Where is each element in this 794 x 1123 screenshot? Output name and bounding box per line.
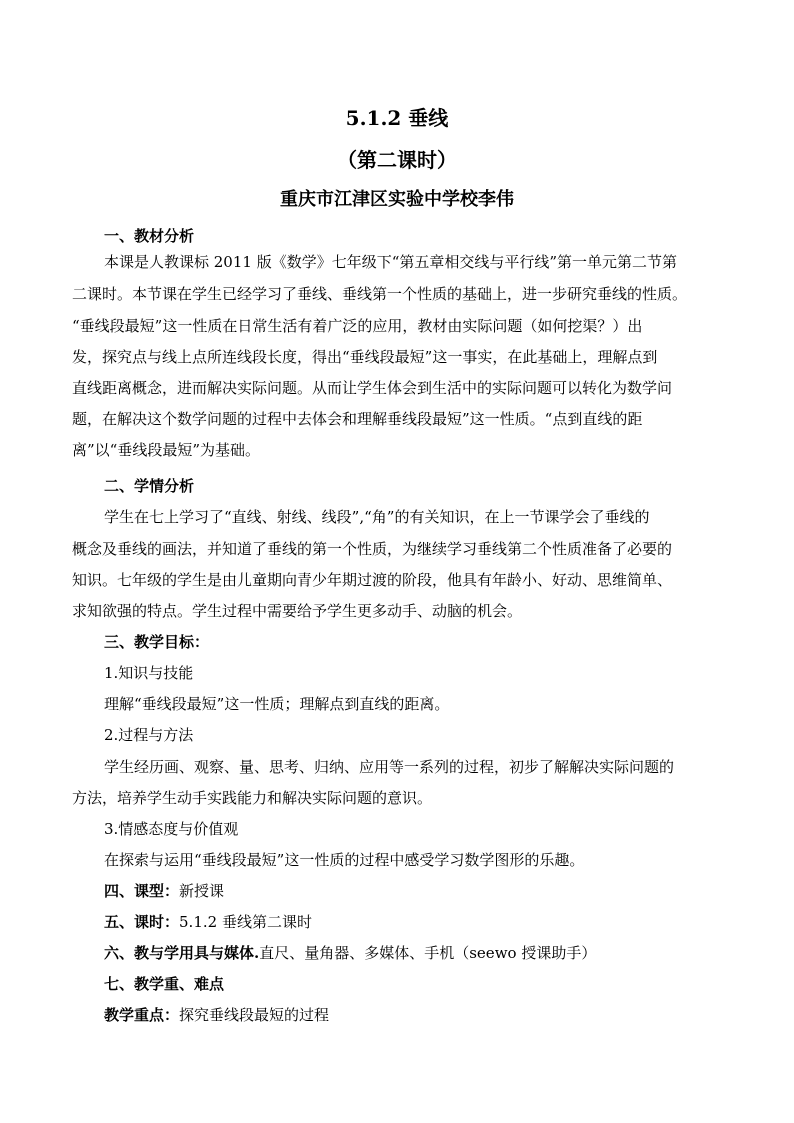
teaching-focus-row (104, 1004, 764, 1026)
lesson-period-label: 五、课时： (104, 913, 180, 931)
teaching-focus-label: 教学重点： (104, 1006, 180, 1024)
paragraph-line: 直线距离概念，进而解决实际问题。从而让学生体会到生活中的实际问题可以转化为数学问 (72, 379, 673, 397)
paragraph-line: 离”以“垂线段最短”为基础。 (72, 441, 261, 459)
teaching-tools-label: 六、教与学用具与媒体. (104, 944, 260, 962)
goal-3-text: 在探索与运用“垂线段最短”这一性质的过程中感受学习数学图形的乐趣。 (104, 851, 585, 869)
lesson-type-row (104, 880, 764, 902)
paragraph-line: 本课是人教课标 2011 版《数学》七年级下“第五章相交线与平行线”第一单元第二节第 (104, 253, 678, 271)
paragraph-line: 题，在解决这个数学问题的过程中去体会和理解垂线段最短”这一性质。“点到直线的距 (72, 410, 643, 428)
lesson-type-label: 四、课型： (104, 882, 180, 900)
paragraph-line: 二课时。本节课在学生已经学习了垂线、垂线第一个性质的基础上，进一步研究垂线的性质。 (72, 285, 688, 303)
section-heading-learner-analysis: 二、学情分析 (104, 477, 195, 495)
goal-2-line: 方法，培养学生动手实践能力和解决实际问题的意识。 (72, 789, 433, 807)
goal-1-text: 理解“垂线段最短”这一性质；理解点到直线的距离。 (104, 695, 450, 713)
teaching-focus-value: 探究垂线段最短的过程 (179, 1006, 330, 1024)
paragraph-line: “垂线段最短”这一性质在日常生活有着广泛的应用，教材由实际问题（如何挖渠？）出 (72, 317, 643, 335)
goal-2-line: 学生经历画、观察、量、思考、归纳、应用等一系列的过程，初步了解解决实际问题的 (104, 758, 675, 776)
lesson-type-value: 新授课 (179, 882, 225, 900)
section-heading-textbook-analysis: 一、教材分析 (104, 227, 195, 245)
paragraph-line: 概念及垂线的画法，并知道了垂线的第一个性质，为继续学习垂线第二个性质准备了必要的 (72, 540, 673, 558)
document-title: 5.1.2 垂线 (345, 106, 449, 130)
paragraph-line: 求知欲强的特点。学生过程中需要给予学生更多动手、动脑的机会。 (72, 602, 523, 620)
paragraph-line: 知识。七年级的学生是由儿童期向青少年期过渡的阶段，他具有年龄小、好动、思维简单、 (72, 571, 673, 589)
paragraph-line: 发，探究点与线上点所连线段长度，得出“垂线段最短”这一事实，在此基础上，理解点到 (72, 348, 658, 366)
teaching-tools-value: 直尺、量角器、多媒体、手机（seewo 授课助手） (259, 944, 597, 962)
lesson-period-value: 5.1.2 垂线第二课时 (179, 913, 312, 931)
teaching-tools-row (104, 942, 764, 964)
goal-3-title: 3.情感态度与价值观 (104, 820, 239, 838)
section-heading-teaching-goals: 三、教学目标： (104, 633, 210, 651)
goal-2-title: 2.过程与方法 (104, 726, 194, 744)
paragraph-line: 学生在七上学习了“直线、射线、线段”,“角”的有关知识，在上一节课学会了垂线的 (104, 508, 650, 526)
author-line: 重庆市江津区实验中学校李伟 (280, 189, 514, 210)
goal-1-title: 1.知识与技能 (104, 664, 194, 682)
lesson-period-row (104, 911, 764, 933)
section-heading-key-points: 七、教学重、难点 (104, 975, 225, 993)
document-subtitle: （第二课时） (337, 148, 457, 172)
